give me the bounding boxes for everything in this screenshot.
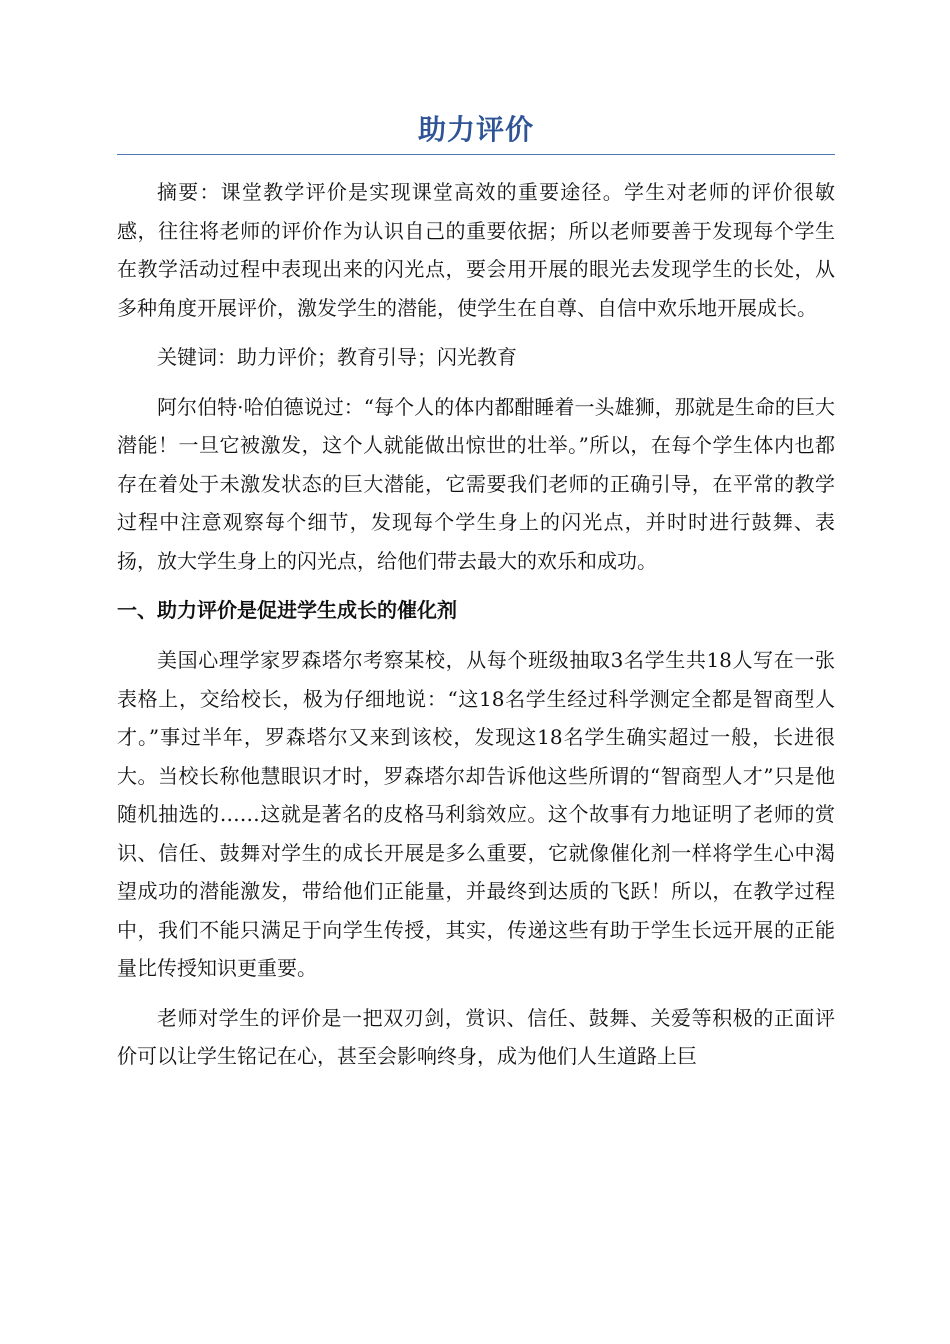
section-heading: 一、助力评价是促进学生成长的催化剂 (117, 598, 457, 622)
body-paragraph: 美国心理学家罗森塔尔考察某校，从每个班级抽取3名学生共18人写在一张表格上，交给校长，极为仔细地说：“这18名学生经过科学测定全都是智商型人才。”事过半年，罗森塔尔又来到该校，发现这18名学生确实超过一般，长进很大。当校长称他慧眼识才时，罗森塔尔却告诉他这些所谓的“智商型人才”只是他随机抽选的……这就是著名的皮格马利翁效应。这个故事有力地证明了老师的赏识、信任、鼓舞对学生的成长开展是多么重要，它就像催化剂一样将学生心中渴望成功的潜能激发，带给他们正能量，并最终到达质的飞跃！所以，在教学过程中，我们不能只满足于向学生传授，其实，传递这些有助于学生长远开展的正能量比传授知识更重要。 (117, 648, 835, 980)
keywords-paragraph: 关键词：助力评价；教育引导；闪光教育 (157, 345, 517, 369)
title-underline (117, 154, 835, 155)
document-title: 助力评价 (417, 113, 534, 146)
body-paragraph: 老师对学生的评价是一把双刃剑，赏识、信任、鼓舞、关爱等积极的正面评价可以让学生铭记在心，甚至会影响终身，成为他们人生道路上巨 (117, 1005, 835, 1068)
abstract-paragraph: 摘要：课堂教学评价是实现课堂高效的重要途径。学生对老师的评价很敏感，往往将老师的评价作为认识自己的重要依据；所以老师要善于发现每个学生在教学活动过程中表现出来的闪光点，要会用开展的眼光去发现学生的长处，从多种角度开展评价，激发学生的潜能，使学生在自尊、自信中欢乐地开展成长。 (117, 180, 835, 320)
intro-paragraph: 阿尔伯特·哈伯德说过：“每个人的体内都酣睡着一头雄狮，那就是生命的巨大潜能！一旦它被激发，这个人就能做出惊世的壮举。”所以，在每个学生体内也都存在着处于未激发状态的巨大潜能，它需要我们老师的正确引导，在平常的教学过程中注意观察每个细节，发现每个学生身上的闪光点，并时时进行鼓舞、表扬，放大学生身上的闪光点，给他们带去最大的欢乐和成功。 (117, 394, 835, 573)
document-page (117, 110, 835, 1087)
